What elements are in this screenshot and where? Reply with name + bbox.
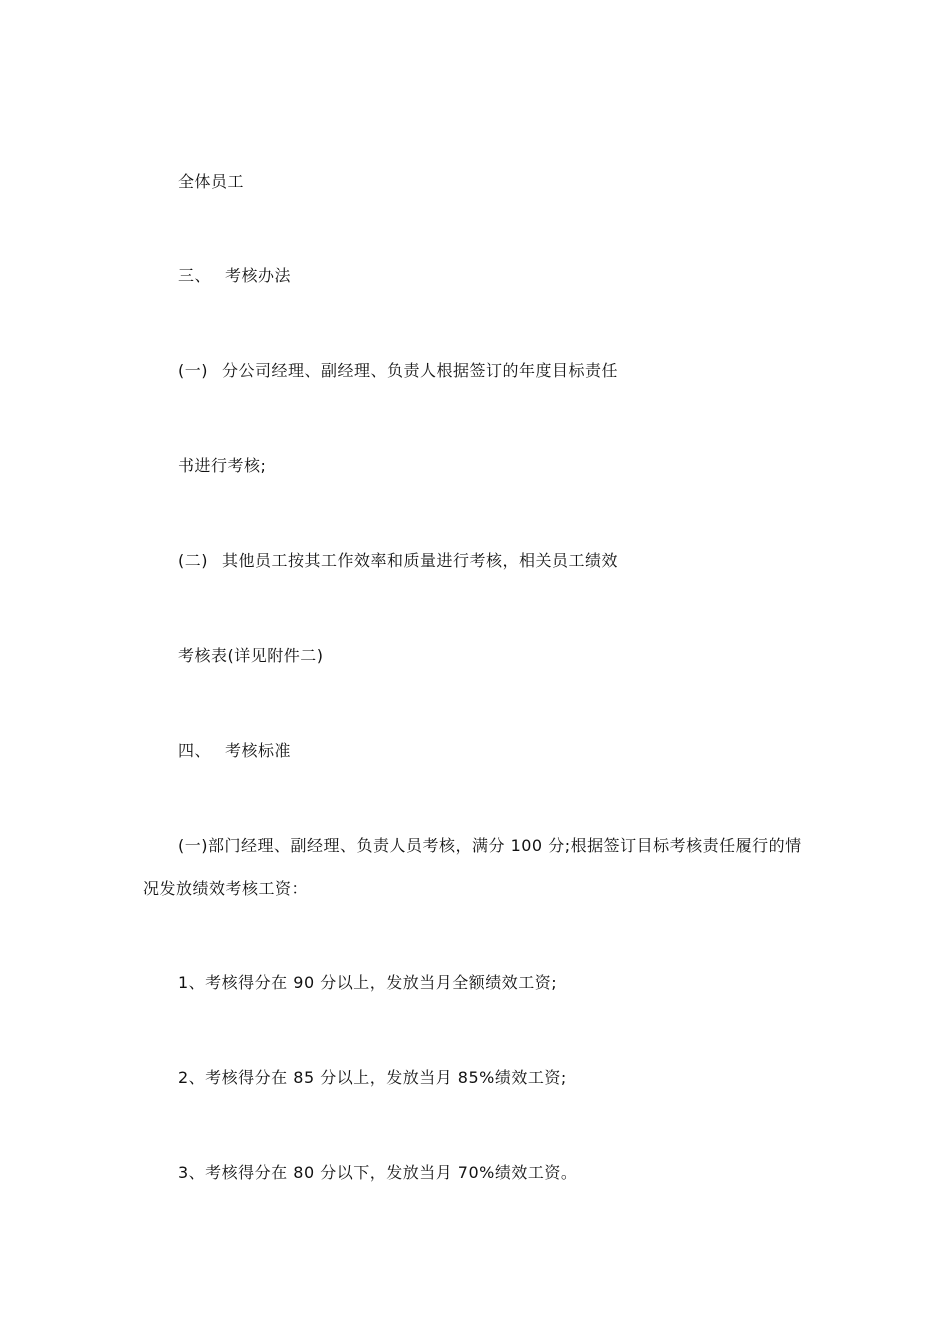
standard-rule-one: [178, 973, 557, 993]
rule-text: 3、考核得分在 80 分以下，发放当月 70%绩效工资。: [178, 1163, 578, 1182]
standard-paragraph: [178, 836, 802, 856]
rule-text: 1、考核得分在 90 分以上，发放当月全额绩效工资;: [178, 973, 558, 992]
method-item-two: [178, 551, 618, 571]
standard-rule-three: [178, 1163, 577, 1183]
section-number: 三、: [178, 266, 212, 285]
method-item-one-continued: [178, 456, 266, 476]
section-heading-four: [178, 741, 291, 761]
item-text: 分公司经理、副经理、负责人根据签订的年度目标责任: [222, 361, 619, 380]
section-heading-three: [178, 266, 291, 286]
standard-paragraph-continued: [143, 879, 308, 899]
standard-text: (一)部门经理、副经理、负责人员考核，满分 100 分;根据签订目标考核责任履行的情: [178, 836, 802, 855]
item-marker: (一): [178, 361, 208, 380]
scope-text: [178, 172, 244, 192]
section-title: 考核标准: [225, 741, 292, 760]
item-marker: (二): [178, 551, 208, 570]
item-text: 其他员工按其工作效率和质量进行考核，相关员工绩效: [222, 551, 619, 570]
scope-line: 全体员工: [178, 172, 245, 191]
standard-text-continued: 况发放绩效考核工资：: [143, 879, 309, 898]
section-number: 四、: [178, 741, 212, 760]
item-text-continued: 考核表(详见附件二): [178, 646, 324, 665]
method-item-two-continued: [178, 646, 324, 666]
section-title: 考核办法: [225, 266, 292, 285]
item-text-continued: 书进行考核;: [178, 456, 267, 475]
standard-rule-two: [178, 1068, 567, 1088]
rule-text: 2、考核得分在 85 分以上，发放当月 85%绩效工资;: [178, 1068, 567, 1087]
method-item-one: [178, 361, 618, 381]
